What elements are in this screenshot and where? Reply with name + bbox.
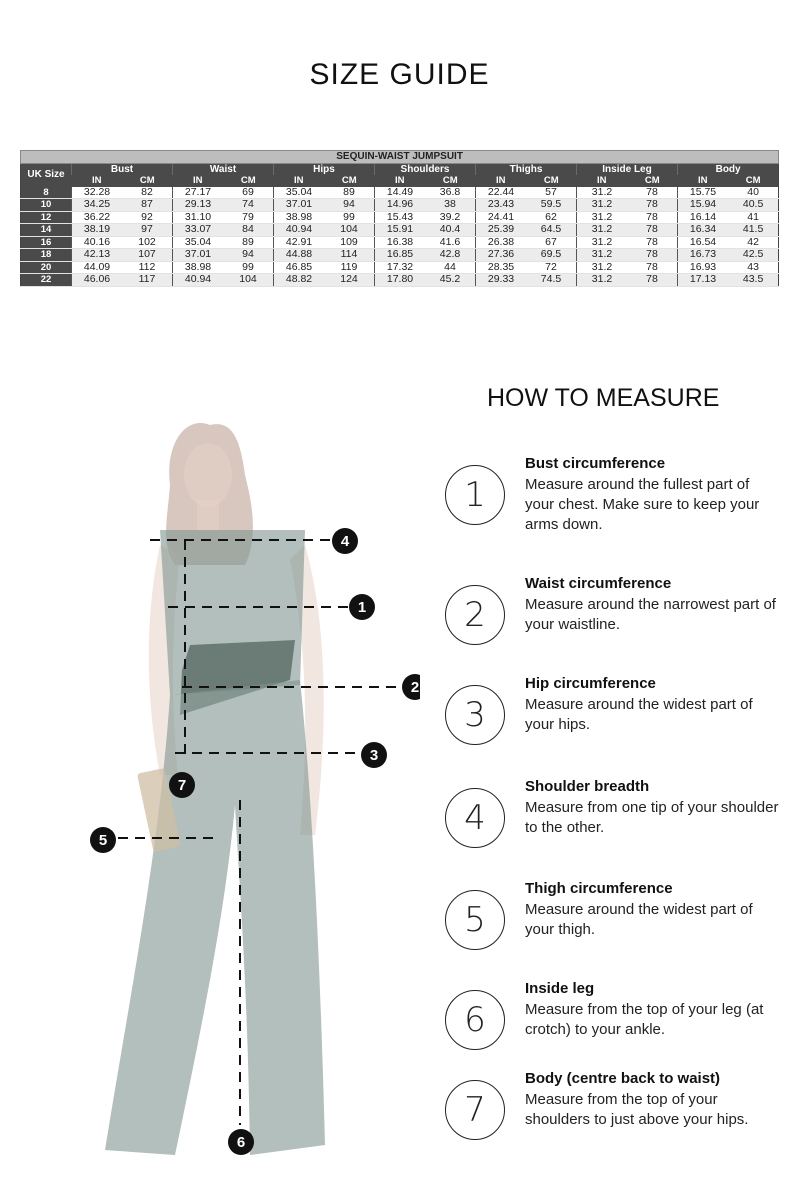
step-heading: Inside leg — [525, 980, 595, 997]
table-cell: 67 — [526, 236, 577, 249]
subheader-cm: CM — [526, 175, 577, 187]
table-cell: 46.06 — [72, 274, 123, 287]
step-number-circle: 3 — [445, 685, 505, 745]
step-number-circle: 1 — [445, 465, 505, 525]
table-cell: 112 — [122, 261, 173, 274]
table-cell: 87 — [122, 199, 173, 212]
subheader-cm: CM — [627, 175, 678, 187]
size-cell: 16 — [21, 236, 72, 249]
table-row — [21, 236, 779, 249]
table-cell: 41.6 — [425, 236, 476, 249]
marker-label: 3 — [369, 747, 379, 764]
table-cell: 104 — [223, 274, 274, 287]
table-cell: 17.80 — [375, 274, 426, 287]
subheader-in: IN — [476, 175, 527, 187]
table-cell: 17.32 — [375, 261, 426, 274]
table-cell: 44 — [425, 261, 476, 274]
subheader-cm: CM — [425, 175, 476, 187]
subheader-cm: CM — [324, 175, 375, 187]
table-cell: 84 — [223, 224, 274, 237]
table-cell: 14.49 — [375, 187, 426, 199]
table-cell: 42 — [728, 236, 779, 249]
model-silhouette — [105, 423, 325, 1155]
size-table-wrapper — [20, 150, 778, 287]
table-cell: 79 — [223, 211, 274, 224]
table-cell: 38.98 — [274, 211, 325, 224]
measure-step — [445, 675, 785, 755]
table-cell: 14.96 — [375, 199, 426, 212]
step-heading: Thigh circumference — [525, 880, 673, 897]
table-row — [21, 274, 779, 287]
header-uk-size: UK Size — [21, 163, 72, 187]
table-cell: 64.5 — [526, 224, 577, 237]
table-cell: 40.4 — [425, 224, 476, 237]
table-caption: SEQUIN-WAIST JUMPSUIT — [21, 151, 779, 164]
model-illustration — [90, 395, 420, 1195]
table-cell: 117 — [122, 274, 173, 287]
table-cell: 78 — [627, 274, 678, 287]
table-cell: 29.13 — [173, 199, 224, 212]
model-figure — [90, 395, 420, 1195]
step-heading: Bust circumference — [525, 455, 666, 472]
table-cell: 42.5 — [728, 249, 779, 262]
table-cell: 31.2 — [577, 236, 628, 249]
table-cell: 25.39 — [476, 224, 527, 237]
table-cell: 89 — [324, 187, 375, 199]
marker-label: 5 — [98, 832, 108, 849]
table-cell: 36.8 — [425, 187, 476, 199]
table-cell: 99 — [324, 211, 375, 224]
table-cell: 36.22 — [72, 211, 123, 224]
table-body — [21, 187, 779, 287]
table-cell: 44.88 — [274, 249, 325, 262]
measure-step — [445, 980, 785, 1060]
table-row — [21, 249, 779, 262]
table-cell: 59.5 — [526, 199, 577, 212]
table-cell: 26.38 — [476, 236, 527, 249]
table-cell: 57 — [526, 187, 577, 199]
header-group: Shoulders — [375, 163, 476, 175]
table-cell: 74 — [223, 199, 274, 212]
table-cell: 44.09 — [72, 261, 123, 274]
table-cell: 38.19 — [72, 224, 123, 237]
table-cell: 16.34 — [678, 224, 729, 237]
table-cell: 16.85 — [375, 249, 426, 262]
step-heading: Body (centre back to waist) — [525, 1070, 721, 1087]
table-cell: 94 — [223, 249, 274, 262]
header-group: Bust — [72, 163, 173, 175]
table-cell: 15.94 — [678, 199, 729, 212]
step-description: Measure around the widest part of your thigh. — [525, 901, 753, 938]
measure-step — [445, 880, 785, 960]
marker-label: 2 — [410, 679, 420, 696]
table-cell: 15.91 — [375, 224, 426, 237]
table-cell: 78 — [627, 261, 678, 274]
table-cell: 27.17 — [173, 187, 224, 199]
table-cell: 31.2 — [577, 249, 628, 262]
subheader-cm: CM — [122, 175, 173, 187]
table-cell: 109 — [324, 236, 375, 249]
table-cell: 28.35 — [476, 261, 527, 274]
table-cell: 31.2 — [577, 261, 628, 274]
step-description: Measure from the top of your leg (at crotch) to your ankle. — [525, 1001, 764, 1038]
table-cell: 92 — [122, 211, 173, 224]
table-cell: 22.44 — [476, 187, 527, 199]
table-cell: 78 — [627, 187, 678, 199]
header-group: Inside Leg — [577, 163, 678, 175]
marker-label: 7 — [177, 777, 187, 794]
step-description: Measure around the fullest part of your chest. Make sure to keep your arms down. — [525, 476, 760, 533]
table-cell: 16.38 — [375, 236, 426, 249]
table-cell: 24.41 — [476, 211, 527, 224]
table-cell: 78 — [627, 211, 678, 224]
table-cell: 41 — [728, 211, 779, 224]
table-cell: 40.94 — [274, 224, 325, 237]
table-cell: 16.14 — [678, 211, 729, 224]
table-cell: 97 — [122, 224, 173, 237]
size-cell: 20 — [21, 261, 72, 274]
measure-step — [445, 778, 785, 858]
step-number-circle: 6 — [445, 990, 505, 1050]
table-cell: 69.5 — [526, 249, 577, 262]
table-cell: 33.07 — [173, 224, 224, 237]
table-cell: 72 — [526, 261, 577, 274]
size-cell: 8 — [21, 187, 72, 199]
table-row — [21, 224, 779, 237]
size-cell: 18 — [21, 249, 72, 262]
header-group: Body — [678, 163, 779, 175]
table-cell: 31.2 — [577, 211, 628, 224]
table-row — [21, 261, 779, 274]
table-cell: 45.2 — [425, 274, 476, 287]
marker-label: 4 — [340, 533, 350, 550]
table-cell: 23.43 — [476, 199, 527, 212]
how-to-measure-title: HOW TO MEASURE — [487, 384, 720, 412]
marker-label: 6 — [236, 1134, 246, 1151]
step-heading: Waist circumference — [525, 575, 672, 592]
step-number-circle: 7 — [445, 1080, 505, 1140]
table-cell: 124 — [324, 274, 375, 287]
table-cell: 46.85 — [274, 261, 325, 274]
subheader-cm: CM — [728, 175, 779, 187]
table-cell: 16.93 — [678, 261, 729, 274]
table-cell: 78 — [627, 224, 678, 237]
table-cell: 119 — [324, 261, 375, 274]
table-cell: 40.94 — [173, 274, 224, 287]
marker-label: 1 — [357, 599, 367, 616]
table-row — [21, 187, 779, 199]
table-cell: 78 — [627, 199, 678, 212]
subheader-in: IN — [274, 175, 325, 187]
table-cell: 15.43 — [375, 211, 426, 224]
table-cell: 37.01 — [274, 199, 325, 212]
table-cell: 48.82 — [274, 274, 325, 287]
header-group: Hips — [274, 163, 375, 175]
table-cell: 62 — [526, 211, 577, 224]
table-cell: 41.5 — [728, 224, 779, 237]
table-cell: 42.8 — [425, 249, 476, 262]
header-group: Thighs — [476, 163, 577, 175]
step-heading: Shoulder breadth — [525, 778, 650, 795]
subheader-in: IN — [577, 175, 628, 187]
table-cell: 42.91 — [274, 236, 325, 249]
table-cell: 102 — [122, 236, 173, 249]
size-cell: 10 — [21, 199, 72, 212]
table-cell: 17.13 — [678, 274, 729, 287]
step-description: Measure from the top of your shoulders to just above your hips. — [525, 1091, 749, 1128]
table-cell: 15.75 — [678, 187, 729, 199]
subheader-in: IN — [375, 175, 426, 187]
subheader-in: IN — [173, 175, 224, 187]
table-cell: 29.33 — [476, 274, 527, 287]
table-cell: 34.25 — [72, 199, 123, 212]
table-cell: 38 — [425, 199, 476, 212]
table-cell: 39.2 — [425, 211, 476, 224]
header-group: Waist — [173, 163, 274, 175]
table-cell: 16.54 — [678, 236, 729, 249]
table-cell: 35.04 — [173, 236, 224, 249]
table-row — [21, 199, 779, 212]
step-number-circle: 5 — [445, 890, 505, 950]
table-cell: 40.5 — [728, 199, 779, 212]
table-cell: 16.73 — [678, 249, 729, 262]
measure-step — [445, 575, 785, 655]
table-cell: 31.2 — [577, 224, 628, 237]
table-cell: 89 — [223, 236, 274, 249]
step-number-circle: 2 — [445, 585, 505, 645]
subheader-in: IN — [678, 175, 729, 187]
table-cell: 40 — [728, 187, 779, 199]
step-number-circle: 4 — [445, 788, 505, 848]
table-cell: 31.2 — [577, 199, 628, 212]
table-cell: 35.04 — [274, 187, 325, 199]
table-cell: 27.36 — [476, 249, 527, 262]
size-cell: 12 — [21, 211, 72, 224]
step-description: Measure from one tip of your shoulder to the other. — [525, 799, 779, 836]
step-heading: Hip circumference — [525, 675, 656, 692]
table-cell: 78 — [627, 236, 678, 249]
table-cell: 107 — [122, 249, 173, 262]
table-cell: 99 — [223, 261, 274, 274]
table-cell: 74.5 — [526, 274, 577, 287]
table-cell: 31.2 — [577, 274, 628, 287]
step-description: Measure around the widest part of your hips. — [525, 696, 753, 733]
table-cell: 43 — [728, 261, 779, 274]
table-cell: 43.5 — [728, 274, 779, 287]
table-cell: 42.13 — [72, 249, 123, 262]
table-cell: 31.10 — [173, 211, 224, 224]
size-cell: 14 — [21, 224, 72, 237]
size-table — [20, 150, 779, 287]
table-cell: 94 — [324, 199, 375, 212]
table-cell: 38.98 — [173, 261, 224, 274]
measure-step — [445, 455, 785, 535]
step-description: Measure around the narrowest part of your waistline. — [525, 596, 776, 633]
table-cell: 32.28 — [72, 187, 123, 199]
table-cell: 31.2 — [577, 187, 628, 199]
measure-step — [445, 1070, 785, 1150]
page-title: SIZE GUIDE — [309, 58, 490, 91]
size-cell: 22 — [21, 274, 72, 287]
table-row — [21, 211, 779, 224]
table-cell: 78 — [627, 249, 678, 262]
table-cell: 114 — [324, 249, 375, 262]
subheader-in: IN — [72, 175, 123, 187]
table-cell: 69 — [223, 187, 274, 199]
subheader-cm: CM — [223, 175, 274, 187]
table-cell: 37.01 — [173, 249, 224, 262]
table-cell: 104 — [324, 224, 375, 237]
table-cell: 40.16 — [72, 236, 123, 249]
table-cell: 82 — [122, 187, 173, 199]
